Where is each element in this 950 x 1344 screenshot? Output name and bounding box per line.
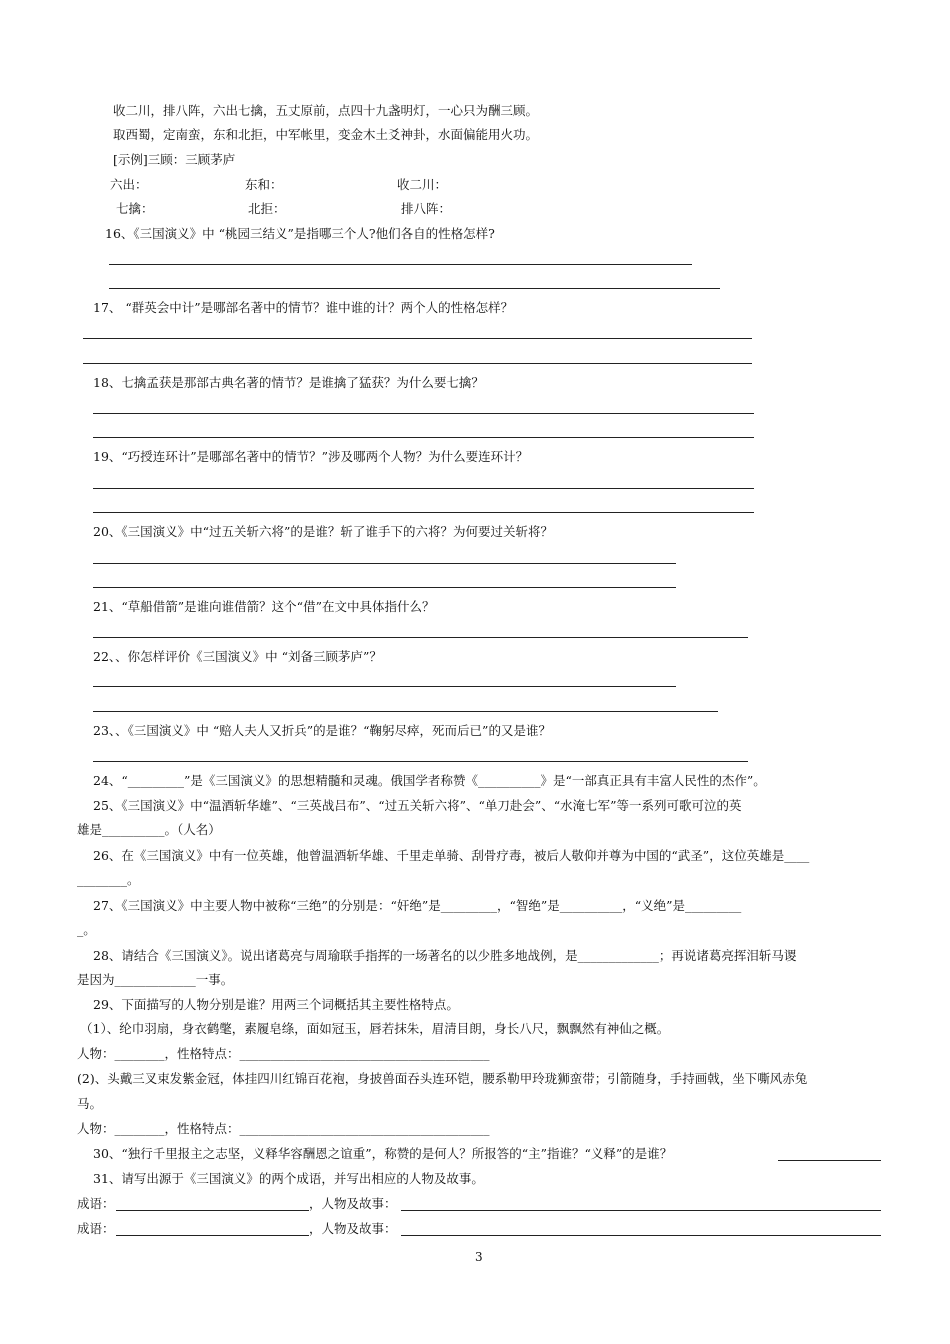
idiom-label: 成语：: [77, 1221, 115, 1236]
question-29: 29、下面描写的人物分别是谁？用两三个词概括其主要性格特点。: [93, 997, 459, 1012]
answer-line: [116, 1235, 309, 1236]
question-19: 19、“巧授连环计”是哪部名著中的情节？”涉及哪两个人物？为什么要连环计？: [93, 449, 529, 464]
label-liuchu: 六出：: [110, 177, 148, 192]
question-27-line-1: 27、《三国演义》中主要人物中被称“三绝”的分别是：“奸绝”是_________，“智绝”是__________，“义绝”是_________: [93, 898, 742, 913]
answer-line: [401, 1210, 881, 1211]
question-24: 24、“_________”是《三国演义》的思想精髓和灵魂。俄国学者称赞《__________》是“一部真正具有丰富人民性的杰作”。: [93, 773, 766, 788]
answer-line: [93, 761, 748, 762]
story-label: ，人物及故事：: [309, 1196, 397, 1211]
answer-line: [93, 587, 676, 588]
label-paibazhen: 排八阵：: [401, 201, 452, 216]
question-28-line-2: 是因为_____________一事。: [77, 972, 234, 987]
question-17: 17、 “群英会中计”是哪部名著中的情节？谁中谁的计？两个人的性格怎样？: [93, 300, 514, 315]
answer-line: [83, 338, 752, 339]
answer-line: [401, 1235, 881, 1236]
question-29-part-1-answer: 人物：________，性格特点：________________________________________: [77, 1046, 490, 1061]
question-29-part-2-answer: 人物：________，性格特点：________________________________________: [77, 1121, 490, 1136]
answer-line: [93, 711, 718, 712]
question-29-part-2-line-1: (2)、头戴三叉束发紫金冠，体挂四川红锦百花袍，身披兽面吞头连环铠，腰系勒甲玲珑狮蛮带；引箭随身，手持画戟，坐下嘶风赤兔: [77, 1071, 808, 1086]
question-26-line-1: 26、在《三国演义》中有一位英雄，他曾温酒斩华雄、千里走单骑、刮骨疗毒，被后人敬仰并尊为中国的“武圣”，这位英雄是____: [93, 848, 810, 863]
story-label: ，人物及故事：: [309, 1221, 397, 1236]
intro-example: [示例]三顾：三顾茅庐: [113, 152, 236, 167]
answer-line: [83, 363, 752, 364]
answer-line: [778, 1160, 881, 1161]
question-29-part-1: （1）、纶巾羽扇，身衣鹤氅，素履皂绦，面如冠玉，唇若抹朱，眉清目朗，身长八尺，飘飘然有神仙之概。: [80, 1021, 670, 1036]
answer-line: [116, 1210, 309, 1211]
question-23: 23、、《三国演义》中 “赔人夫人又折兵”的是谁？“鞠躬尽瘁，死而后已”的又是谁？: [93, 723, 551, 738]
page-number: 3: [475, 1250, 483, 1264]
intro-line-2: 取西蜀，定南蛮，东和北拒，中军帐里，变金木土爻神卦，水面偏能用火功。: [113, 127, 539, 142]
question-28-line-1: 28、请结合《三国演义》。说出诸葛亮与周瑜联手指挥的一场著名的以少胜多地战例，是_____________；再说诸葛亮挥泪斩马谡: [93, 948, 797, 963]
question-25-line-2: 雄是__________。（人名）: [77, 822, 221, 837]
label-qiqin: 七擒：: [116, 201, 154, 216]
answer-line: [109, 288, 720, 289]
answer-line: [93, 563, 676, 564]
question-16: 16、《三国演义》中 “桃园三结义”是指哪三个人?他们各自的性格怎样?: [105, 226, 495, 241]
question-22: 22、、你怎样评价《三国演义》中 “刘备三顾茅庐”？: [93, 649, 382, 664]
question-25-line-1: 25、《三国演义》中“温酒斩华雄”、“三英战吕布”、“过五关斩六将”、“单刀赴会”、“水淹七军”等一系列可歌可泣的英: [93, 798, 742, 813]
intro-line-1: 收二川，排八阵，六出七擒，五丈原前，点四十九盏明灯，一心只为酬三顾。: [113, 103, 539, 118]
answer-line: [93, 686, 676, 687]
answer-line: [93, 512, 754, 513]
question-18: 18、七擒孟获是那部古典名著的情节？是谁擒了猛获？为什么要七擒？: [93, 375, 484, 390]
question-30: 30、“独行千里报主之志坚，义释华容酬恩之谊重”，称赞的是何人？所报答的“主”指谁？“义释”的是谁？: [93, 1146, 673, 1161]
answer-line: [93, 637, 748, 638]
label-donghe: 东和：: [245, 177, 283, 192]
label-beiju: 北拒：: [248, 201, 286, 216]
label-shouerchuan: 收二川：: [397, 177, 448, 192]
question-27-line-2: _。: [77, 922, 96, 937]
question-29-part-2-line-2: 马。: [77, 1096, 103, 1111]
question-26-line-2: ________。: [77, 872, 140, 887]
answer-line: [109, 264, 692, 265]
answer-line: [93, 437, 754, 438]
answer-line: [93, 413, 754, 414]
question-31: 31、请写出源于《三国演义》的两个成语，并写出相应的人物及故事。: [93, 1171, 484, 1186]
idiom-label: 成语：: [77, 1196, 115, 1211]
question-21: 21、“草船借箭”是谁向谁借箭？这个“借”在文中具体指什么？: [93, 599, 435, 614]
answer-line: [93, 488, 754, 489]
question-20: 20、《三国演义》中“过五关斩六将”的是谁？斩了谁手下的六将？为何要过关斩将？: [93, 524, 553, 539]
